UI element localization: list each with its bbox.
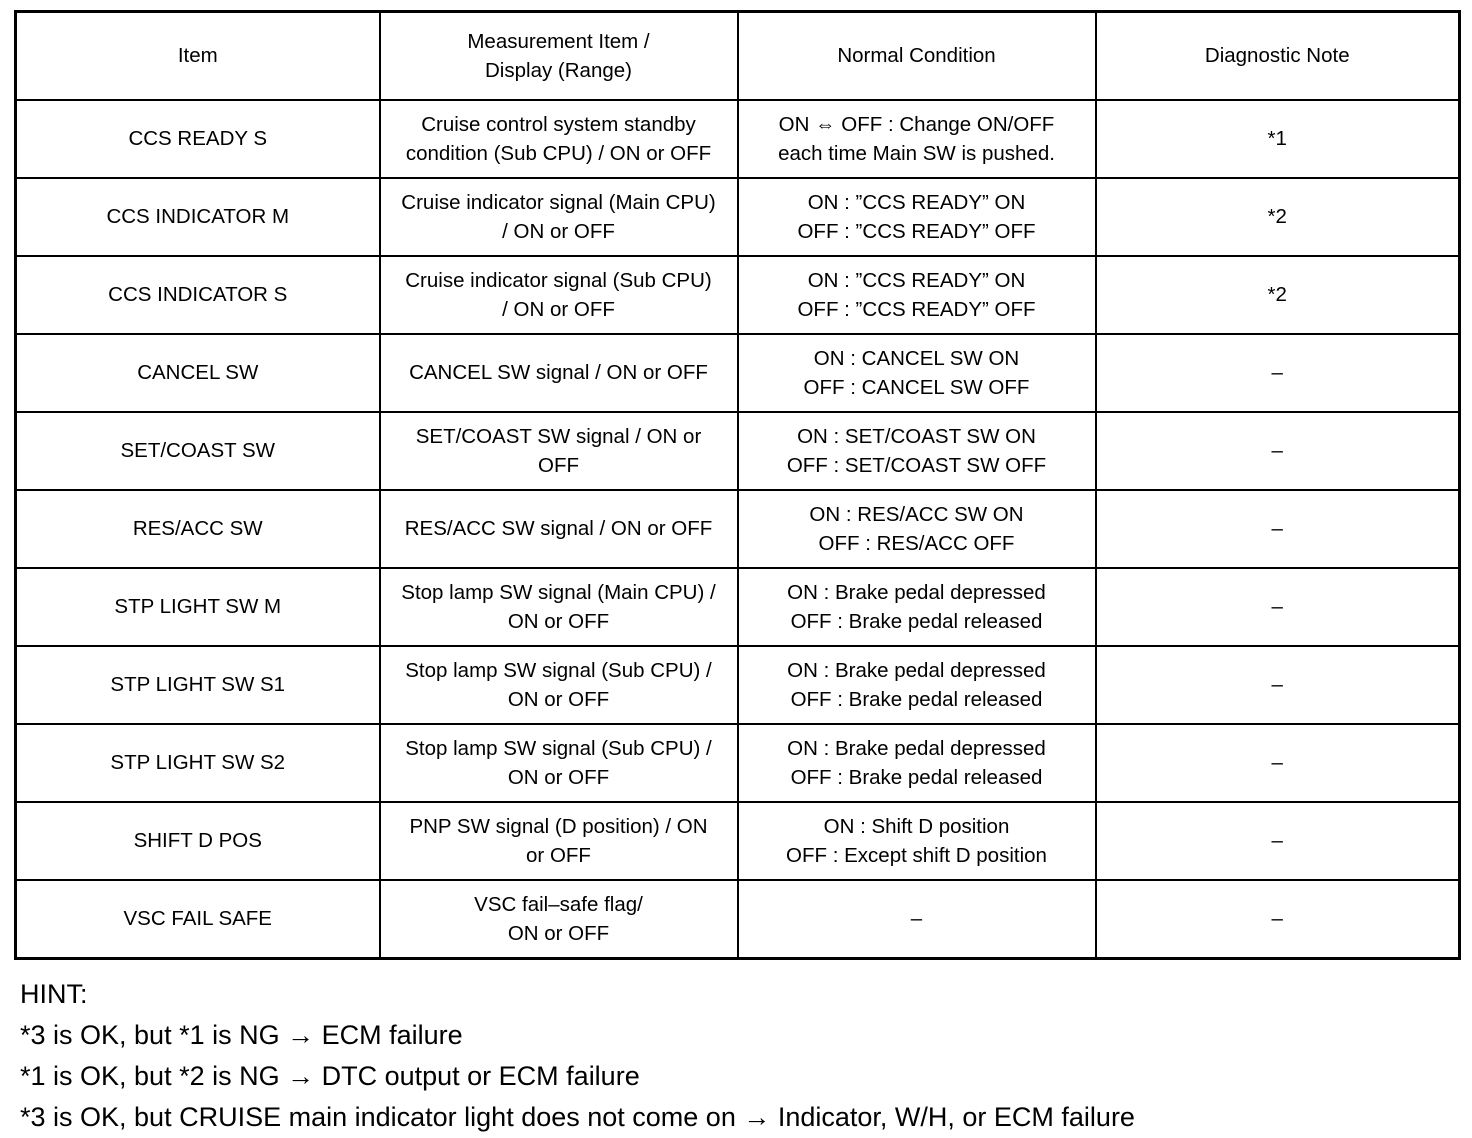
cell-diagnostic-note: –	[1096, 724, 1460, 802]
table-body	[16, 100, 1460, 959]
cell-diagnostic-note: –	[1096, 490, 1460, 568]
cell-item: CCS INDICATOR M	[16, 178, 380, 256]
table-row	[16, 724, 1460, 802]
cell-measurement: Stop lamp SW signal (Main CPU) / ON or OFF	[380, 568, 738, 646]
cell-diagnostic-note: –	[1096, 802, 1460, 880]
cell-normal-condition: ON : Shift D position OFF : Except shift D position	[738, 802, 1096, 880]
cell-item: STP LIGHT SW S2	[16, 724, 380, 802]
table-row	[16, 412, 1460, 490]
cell-measurement: RES/ACC SW signal / ON or OFF	[380, 490, 738, 568]
table-row	[16, 256, 1460, 334]
cell-measurement: PNP SW signal (D position) / ON or OFF	[380, 802, 738, 880]
cell-normal-condition: ON : Brake pedal depressed OFF : Brake pedal released	[738, 568, 1096, 646]
cell-item: RES/ACC SW	[16, 490, 380, 568]
cell-item: SHIFT D POS	[16, 802, 380, 880]
column-header-item: Item	[16, 12, 380, 101]
cell-diagnostic-note: *1	[1096, 100, 1460, 178]
table-row	[16, 178, 1460, 256]
table-header-row	[16, 12, 1460, 101]
cell-normal-condition: –	[738, 880, 1096, 959]
cell-normal-condition: ON : Brake pedal depressed OFF : Brake pedal released	[738, 724, 1096, 802]
cell-measurement: Cruise control system standby condition (Sub CPU) / ON or OFF	[380, 100, 738, 178]
cell-normal-condition: ON : ”CCS READY” ON OFF : ”CCS READY” OFF	[738, 256, 1096, 334]
cell-diagnostic-note: –	[1096, 880, 1460, 959]
cell-item: CCS READY S	[16, 100, 380, 178]
cell-measurement: Cruise indicator signal (Sub CPU) / ON or OFF	[380, 256, 738, 334]
table-row	[16, 802, 1460, 880]
cell-item: VSC FAIL SAFE	[16, 880, 380, 959]
column-header-measurement-item: Measurement Item / Display (Range)	[380, 12, 738, 101]
cell-item: STP LIGHT SW S1	[16, 646, 380, 724]
hint-line: *1 is OK, but *2 is NG → DTC output or ECM failure	[20, 1061, 640, 1092]
table-row	[16, 490, 1460, 568]
column-header-normal-condition: Normal Condition	[738, 12, 1096, 101]
cell-item: CANCEL SW	[16, 334, 380, 412]
cell-normal-condition: ON ⇔ OFF : Change ON/OFF each time Main SW is pushed.	[738, 100, 1096, 178]
table-row	[16, 568, 1460, 646]
cell-diagnostic-note: –	[1096, 334, 1460, 412]
column-header-diagnostic-note: Diagnostic Note	[1096, 12, 1460, 101]
cell-normal-condition: ON : RES/ACC SW ON OFF : RES/ACC OFF	[738, 490, 1096, 568]
cell-normal-condition: ON : CANCEL SW ON OFF : CANCEL SW OFF	[738, 334, 1096, 412]
hint-line: *3 is OK, but CRUISE main indicator light does not come on → Indicator, W/H, or ECM failure	[20, 1102, 1135, 1133]
cell-diagnostic-note: *2	[1096, 178, 1460, 256]
data-list-table	[14, 10, 1461, 960]
cell-item: SET/COAST SW	[16, 412, 380, 490]
cell-measurement: CANCEL SW signal / ON or OFF	[380, 334, 738, 412]
cell-diagnostic-note: –	[1096, 568, 1460, 646]
table-row	[16, 646, 1460, 724]
cell-diagnostic-note: *2	[1096, 256, 1460, 334]
cell-diagnostic-note: –	[1096, 646, 1460, 724]
table-header	[16, 12, 1460, 101]
cell-measurement: Stop lamp SW signal (Sub CPU) / ON or OFF	[380, 646, 738, 724]
table-row	[16, 100, 1460, 178]
hint-title: HINT:	[20, 979, 88, 1009]
cell-item: STP LIGHT SW M	[16, 568, 380, 646]
cell-normal-condition: ON : SET/COAST SW ON OFF : SET/COAST SW OFF	[738, 412, 1096, 490]
table-row	[16, 880, 1460, 959]
cell-diagnostic-note: –	[1096, 412, 1460, 490]
cell-normal-condition: ON : Brake pedal depressed OFF : Brake pedal released	[738, 646, 1096, 724]
hint-section	[14, 974, 1458, 1138]
cell-normal-condition: ON : ”CCS READY” ON OFF : ”CCS READY” OFF	[738, 178, 1096, 256]
cell-item: CCS INDICATOR S	[16, 256, 380, 334]
cell-measurement: Stop lamp SW signal (Sub CPU) / ON or OFF	[380, 724, 738, 802]
table-row	[16, 334, 1460, 412]
cell-measurement: Cruise indicator signal (Main CPU) / ON or OFF	[380, 178, 738, 256]
cell-measurement: SET/COAST SW signal / ON or OFF	[380, 412, 738, 490]
hint-line: *3 is OK, but *1 is NG → ECM failure	[20, 1020, 463, 1051]
cell-measurement: VSC fail–safe flag/ ON or OFF	[380, 880, 738, 959]
